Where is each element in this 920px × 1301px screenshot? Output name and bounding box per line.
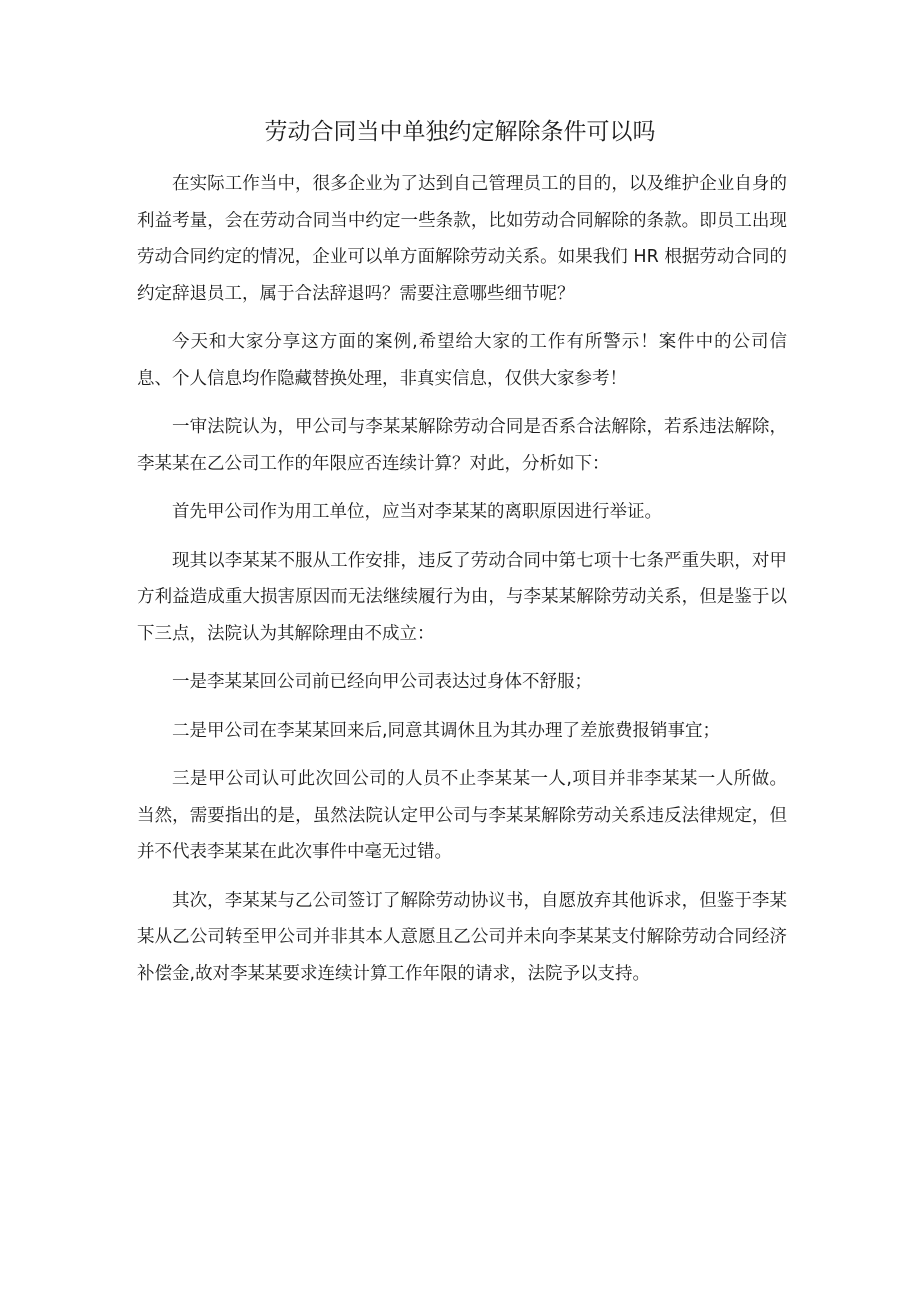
paragraph-point-two: 二是甲公司在李某某回来后,同意其调休且为其办理了差旅费报销事宜；	[172, 720, 721, 741]
paragraph-case-sharing: 今天和大家分享这方面的案例,希望给大家的工作有所警示！案件中的公司信息、个人信息均作隐藏替换处理，非真实信息，仅供大家参考！	[137, 332, 787, 389]
paragraph-intro: 在实际工作当中，很多企业为了达到自己管理员工的目的，以及维护企业自身的利益考量，会在劳动合同当中约定一些条款，比如劳动合同解除的条款。即员工出现劳动合同约定的情况，企业可以单方面解除劳动关系。如果我们 HR 根据劳动合同的约定辞退员工，属于合法辞退吗？需要注意哪些细节呢？	[137, 174, 787, 304]
paragraph-court-opinion: 一审法院认为，甲公司与李某某解除劳动合同是否系合法解除，若系违法解除，李某某在乙公司工作的年限应否连续计算？对此，分析如下：	[137, 417, 787, 474]
paragraph-conclusion: 其次，李某某与乙公司签订了解除劳动协议书，自愿放弃其他诉求，但鉴于李某某从乙公司转至甲公司并非其本人意愿且乙公司并未向李某某支付解除劳动合同经济补偿金,故对李某某要求连续计算工作年限的请求，法院予以支持。	[137, 890, 787, 984]
paragraph-dismissal-reason: 现其以李某某不服从工作安排，违反了劳动合同中第七项十七条严重失职，对甲方利益造成重大损害原因而无法继续履行为由，与李某某解除劳动关系，但是鉴于以下三点，法院认为其解除理由不成立：	[137, 550, 787, 644]
document-title: 劳动合同当中单独约定解除条件可以吗	[264, 119, 656, 145]
paragraph-burden-of-proof: 首先甲公司作为用工单位，应当对李某某的离职原因进行举证。	[172, 502, 662, 522]
paragraph-point-three: 三是甲公司认可此次回公司的人员不止李某某一人,项目并非李某某一人所做。当然，需要指出的是，虽然法院认定甲公司与李某某解除劳动关系违反法律规定，但并不代表李某某在此次事件中毫无过错。	[137, 769, 787, 862]
paragraph-point-one: 一是李某某回公司前已经向甲公司表达过身体不舒服；	[172, 672, 592, 692]
document-body	[137, 166, 787, 992]
